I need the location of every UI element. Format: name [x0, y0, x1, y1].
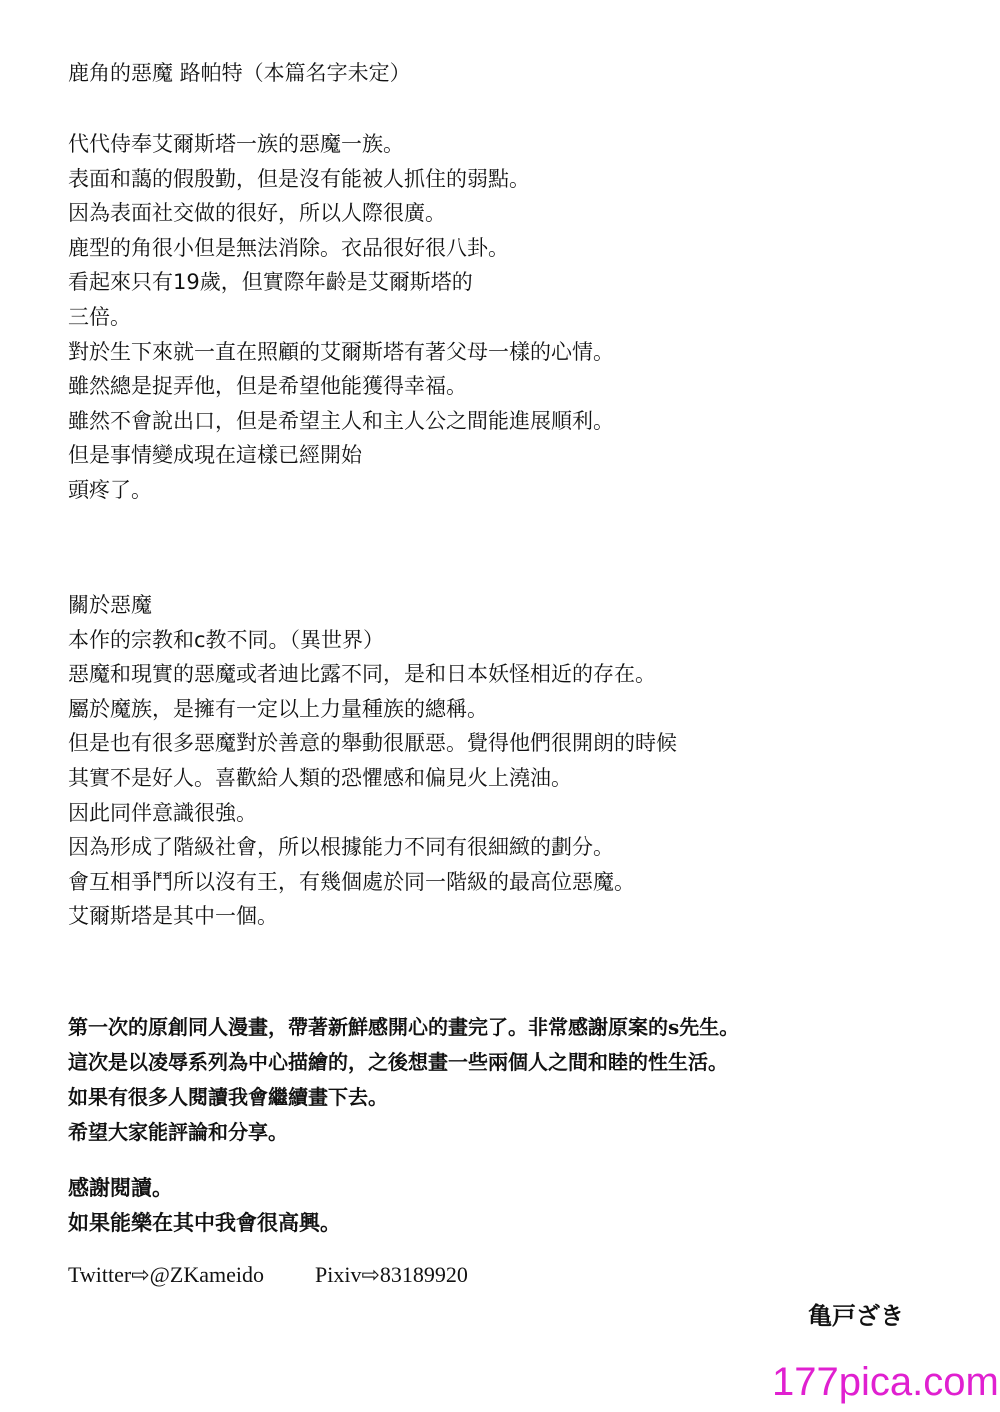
demon-line: 惡魔和現實的惡魔或者迪比露不同，是和日本妖怪相近的存在。 — [68, 662, 656, 687]
profile-line: 鹿型的角很小但是無法消除。衣品很好很八卦。 — [68, 235, 509, 260]
profile-line: 但是事情變成現在這樣已經開始 — [68, 443, 362, 468]
twitter-link[interactable]: Twitter⇨@ZKameido — [68, 1262, 264, 1287]
social-links — [68, 1262, 468, 1288]
demon-line: 艾爾斯塔是其中一個。 — [68, 904, 278, 929]
profile-line: 對於生下來就一直在照顧的艾爾斯塔有著父母一樣的心情。 — [68, 339, 614, 364]
pixiv-link[interactable]: Pixiv⇨83189920 — [315, 1262, 468, 1287]
demon-line: 因為形成了階級社會，所以根據能力不同有很細緻的劃分。 — [68, 835, 614, 860]
page-title: 鹿角的惡魔 路帕特（本篇名字未定） — [68, 61, 411, 85]
profile-line: 看起來只有19歲，但實際年齡是艾爾斯塔的 — [68, 270, 473, 295]
demon-line: 會互相爭鬥所以沒有王，有幾個處於同一階級的最高位惡魔。 — [68, 869, 635, 894]
demon-line: 其實不是好人。喜歡給人類的恐懼感和偏見火上澆油。 — [68, 765, 572, 790]
profile-line: 雖然總是捉弄他，但是希望他能獲得幸福。 — [68, 374, 467, 399]
afterword-line: 如果有很多人閱讀我會繼續畫下去。 — [68, 1085, 388, 1109]
demon-section — [68, 588, 677, 934]
afterword-line: 這次是以凌辱系列為中心描繪的，之後想畫一些兩個人之間和睦的性生活。 — [68, 1050, 728, 1074]
demon-line: 本作的宗教和c教不同。（異世界） — [68, 627, 385, 652]
profile-line: 因為表面社交做的很好，所以人際很廣。 — [68, 201, 446, 226]
afterword-line: 第一次的原創同人漫畫，帶著新鮮感開心的畫完了。非常感謝原案的s先生。 — [68, 1015, 740, 1039]
watermark: 177pica.com — [772, 1360, 999, 1404]
thanks-line: 感謝閱讀。 — [68, 1175, 173, 1200]
afterword-line: 希望大家能評論和分享。 — [68, 1120, 288, 1144]
author-signature: 亀戸ざき — [808, 1301, 904, 1330]
demon-line: 因此同伴意識很強。 — [68, 800, 257, 825]
profile-line: 代代侍奉艾爾斯塔一族的惡魔一族。 — [68, 132, 404, 156]
demon-line: 但是也有很多惡魔對於善意的舉動很厭惡。覺得他們很開朗的時候 — [68, 731, 677, 756]
demon-heading: 關於惡魔 — [68, 593, 152, 617]
afterword — [68, 1010, 739, 1150]
profile-line: 雖然不會說出口，但是希望主人和主人公之間能進展順利。 — [68, 408, 614, 433]
profile-line: 頭疼了。 — [68, 477, 152, 502]
thanks — [68, 1170, 341, 1240]
profile-line: 表面和藹的假殷勤，但是沒有能被人抓住的弱點。 — [68, 166, 530, 191]
demon-line: 屬於魔族，是擁有一定以上力量種族的總稱。 — [68, 696, 488, 721]
thanks-line: 如果能樂在其中我會很高興。 — [68, 1210, 341, 1235]
profile-line: 三倍。 — [68, 304, 131, 329]
character-profile — [68, 127, 614, 508]
